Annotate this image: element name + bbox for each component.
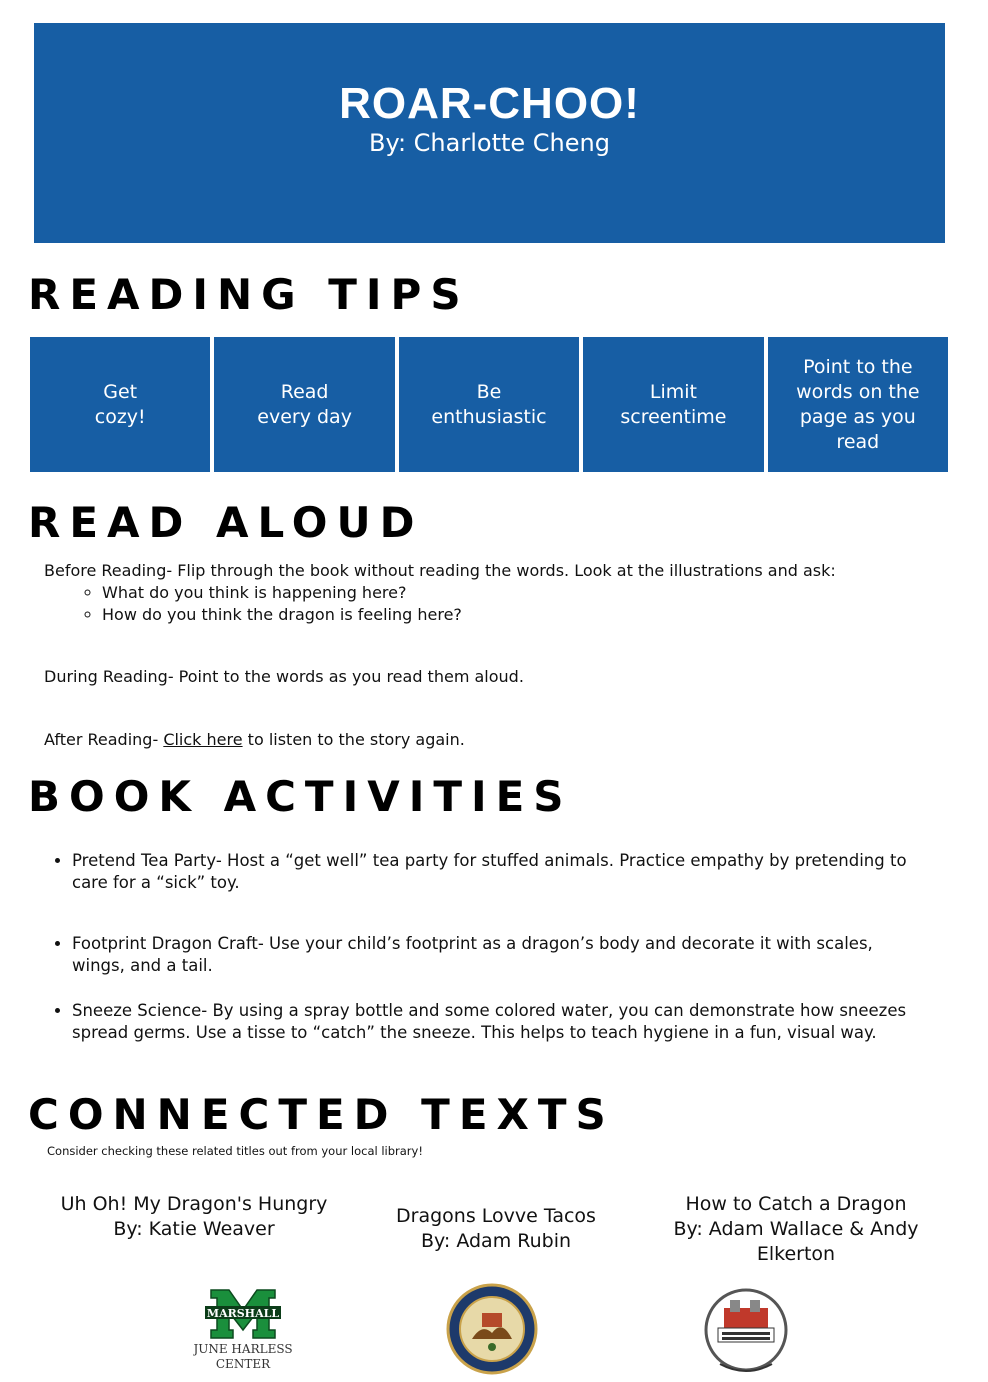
activity-item: • Sneeze Science- By using a spray bottle and some colored water, you can demonstrate how sneezes spread germs. Use a tisse to “catch” the sneeze. This helps to teach hygiene in a fun, visual way. (72, 1000, 912, 1044)
tip-text: every day (257, 405, 352, 428)
marshall-m-icon (193, 1288, 293, 1370)
book-author: By: Charlotte Cheng (369, 129, 610, 157)
marshall-wordmark: MARSHALL (206, 1307, 280, 1320)
tip-be-enthusiastic (399, 337, 579, 472)
marshall-june-harless-logo (193, 1288, 293, 1370)
logo-line: CENTER (215, 1357, 271, 1370)
read-aloud-body (44, 560, 944, 751)
during-reading: During Reading- Point to the words as you read them aloud. (44, 667, 524, 686)
tip-limit-screentime (583, 337, 763, 472)
book-author: By: Adam Wallace & Andy Elkerton (673, 1218, 919, 1265)
book-activities-heading: BOOK ACTIVITIES (28, 772, 573, 821)
seal-icon (446, 1283, 538, 1375)
after-reading-suffix: to listen to the story again. (242, 730, 465, 749)
title-banner (34, 23, 945, 243)
activity-item: • Pretend Tea Party- Host a “get well” tea party for stuffed animals. Practice empathy by pretending to care for a “sick” toy. (72, 850, 912, 894)
tip-point-to-words (768, 337, 948, 472)
tip-get-cozy (30, 337, 210, 472)
connected-texts-heading: CONNECTED TEXTS (28, 1090, 615, 1139)
library-seal-icon (700, 1286, 792, 1378)
wv-education-seal (446, 1283, 538, 1375)
tip-text: Get (103, 380, 138, 403)
read-aloud-heading: READ ALOUD (28, 498, 424, 547)
book-title: Dragons Lovve Tacos (396, 1205, 596, 1227)
tip-text: Limit (649, 380, 697, 403)
tip-text: enthusiastic (431, 405, 547, 428)
question-list (44, 582, 944, 626)
imagination-library-logo (700, 1286, 792, 1378)
connected-book (58, 1192, 330, 1242)
tip-read-every-day (214, 337, 394, 472)
activities-list (52, 850, 912, 1044)
book-author: By: Katie Weaver (113, 1218, 275, 1240)
tip-text: Be (476, 380, 502, 403)
tip-text: screentime (620, 405, 727, 428)
activity-item: • Footprint Dragon Craft- Use your child’s footprint as a dragon’s body and decorate it with scales, wings, and a tail. (72, 933, 912, 977)
listen-story-link[interactable]: Click here (163, 730, 243, 749)
tip-text: Point to the words on the page as you read (796, 355, 920, 453)
before-reading: Before Reading- Flip through the book without reading the words. Look at the illustrations and ask: (44, 561, 836, 580)
connected-book (673, 1192, 919, 1267)
book-title: ROAR-CHOO! (339, 79, 640, 128)
after-reading-prefix: After Reading- (44, 730, 164, 749)
question-item: ◦ How do you think the dragon is feeling here? (102, 604, 944, 626)
tips-row (30, 337, 948, 472)
reading-tips-heading: READING TIPS (28, 270, 470, 319)
book-title: Uh Oh! My Dragon's Hungry (60, 1193, 328, 1215)
question-item: ◦ What do you think is happening here? (102, 582, 944, 604)
after-reading (44, 729, 944, 751)
book-title: How to Catch a Dragon (685, 1193, 907, 1215)
library-note: Consider checking these related titles out from your local library! (47, 1144, 423, 1158)
tip-text: Read (280, 380, 329, 403)
tip-text: cozy! (94, 405, 146, 428)
connected-book (390, 1204, 602, 1254)
book-author: By: Adam Rubin (420, 1230, 572, 1252)
logo-line: JUNE HARLESS (193, 1342, 293, 1356)
